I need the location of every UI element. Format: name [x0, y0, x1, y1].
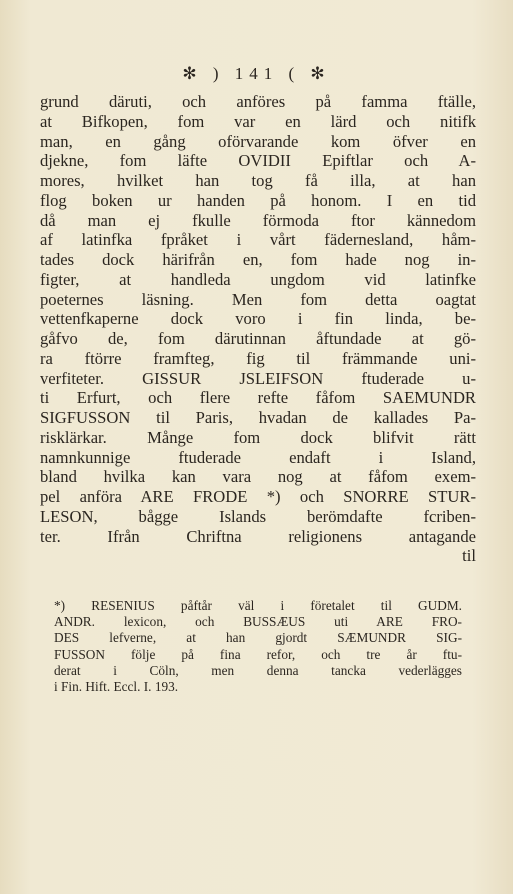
body-line: djekne, fom läfte OVIDII Epiftlar och A-: [40, 151, 476, 171]
body-line: verfiteter. GISSUR JSLEIFSON ftuderade u-: [40, 368, 476, 388]
body-line: namnkunnige ftuderade endaft i Island,: [40, 447, 476, 467]
body-line: poeternes läsning. Men fom detta oagtat: [40, 289, 476, 309]
footnote-line: derat i Cöln, men denna tancka vederlägges: [54, 662, 462, 678]
body-line: mores, hvilket han tog få illa, at han: [40, 171, 476, 190]
footnote-line: *) RESENIUS påftår väl i företalet til GUDM.: [54, 598, 462, 613]
body-line: bland hvilka kan vara nog at fåfom exem-: [40, 467, 476, 487]
body-line: af latinfka fpråket i vårt fädernesland, håm-: [40, 230, 476, 250]
footnote-line: DES lefverne, at han gjordt SÆMUNDR SIG-: [54, 630, 462, 646]
body-line: då man ej fkulle förmoda ftor kännedom: [40, 210, 476, 230]
body-line: tades dock härifrån en, fom hade nog in-: [40, 250, 476, 269]
body-line: figter, at handleda ungdom vid latinfke: [40, 269, 476, 289]
body-line: vettenfkaperne dock voro i fin linda, be-: [40, 309, 476, 329]
body-line: LESON, bågge Islands berömdafte fcriben-: [40, 506, 476, 526]
body-text: [40, 92, 476, 566]
body-line: pel anföra ARE FRODE *) och SNORRE STUR-: [40, 487, 476, 506]
footnote-line: i Fin. Hift. Eccl. I. 193.: [54, 679, 179, 695]
body-line: grund däruti, och anföres på famma ftälle,: [40, 92, 476, 111]
body-line: ti Erfurt, och flere refte fåfom SAEMUNDR: [40, 388, 476, 408]
footnote-line: ANDR. lexicon, och BUSSÆUS uti ARE FRO-: [54, 614, 462, 630]
catchword: til: [462, 546, 476, 566]
footnote: [54, 598, 462, 695]
body-line: ter. Ifrån Chriftna religionens antagande: [40, 526, 476, 546]
body-line: gåfvo de, fom därutinnan åftundade at gö-: [40, 329, 476, 348]
body-line: risklärkar. Månge fom dock blifvit rätt: [40, 427, 476, 447]
body-line: at Bifkopen, fom var en lärd och nitifk: [40, 111, 476, 131]
footnote-line: FUSSON följe på fina refor, och tre år ftu-: [54, 646, 462, 662]
page-header: ✻ ) 141 ( ✻: [182, 64, 331, 83]
body-line: man, en gång oförvarande kom öfver en: [40, 131, 476, 151]
body-line: flog boken ur handen på honom. I en tid: [40, 190, 476, 210]
body-line: SIGFUSSON til Paris, hvadan de kallades Pa-: [40, 408, 476, 427]
body-line: ra ftörre framfteg, fig til främmande uni-: [40, 348, 476, 368]
